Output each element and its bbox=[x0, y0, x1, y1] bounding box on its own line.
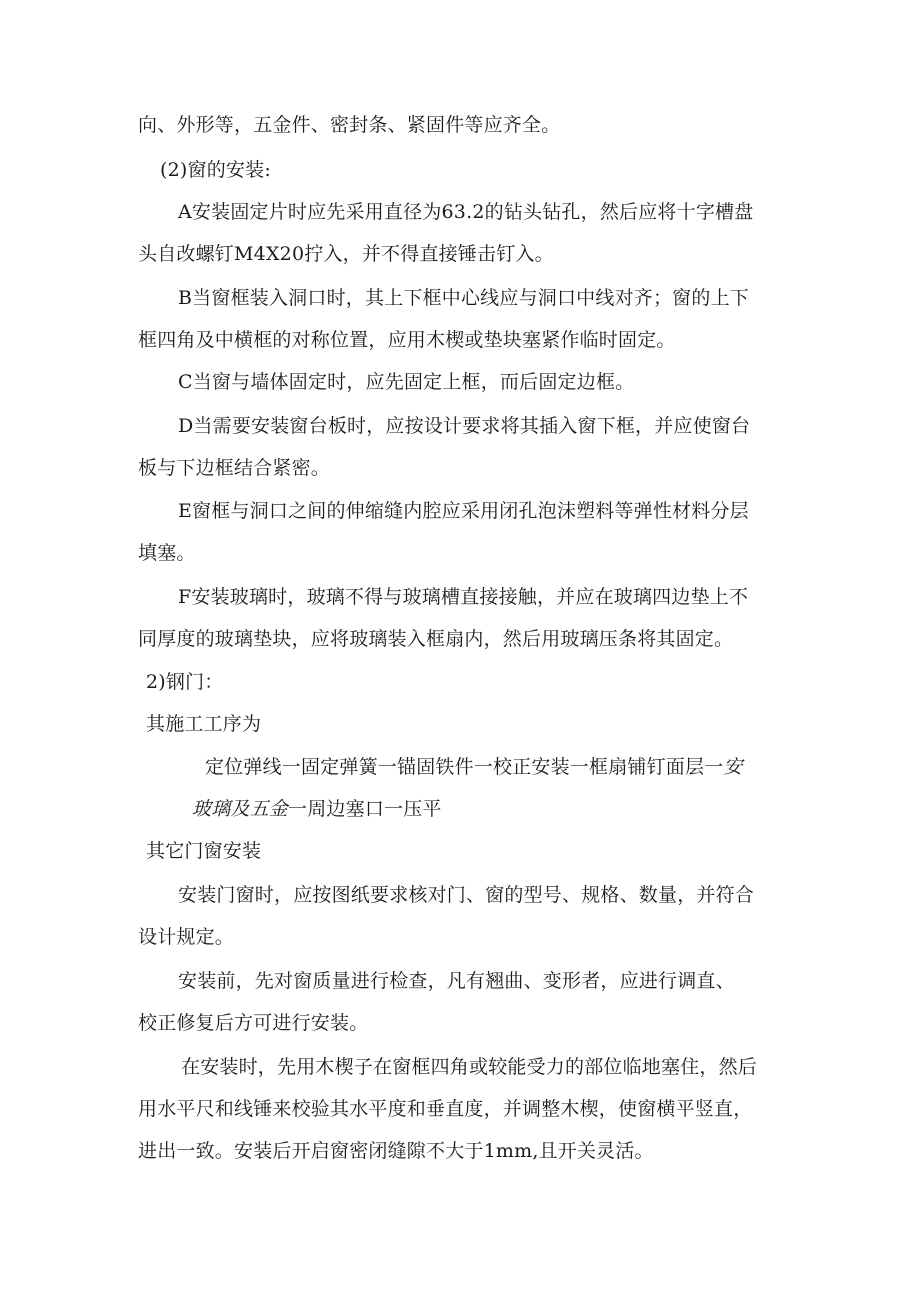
paragraph-line: 安装前，先对窗质量进行检查，凡有翘曲、变形者，应进行调直、 bbox=[178, 970, 735, 992]
paragraph-line: 设计规定。 bbox=[138, 926, 235, 948]
paragraph-line: D当需要安装窗台板时，应按设计要求将其插入窗下框，并应使窗台 bbox=[178, 415, 751, 437]
process-sequence-line bbox=[192, 797, 442, 821]
paragraph-line: 用水平尺和线锤来校验其水平度和垂直度，并调整木楔，使窗横平竖直， bbox=[138, 1098, 753, 1120]
paragraph-line: 在安装时，先用木楔子在窗框四角或较能受力的部位临地塞住，然后 bbox=[181, 1056, 758, 1078]
paragraph-line: 校正修复后方可进行安装。 bbox=[138, 1012, 369, 1034]
paragraph-line: 板与下边框结合紧密。 bbox=[138, 457, 331, 479]
process-steps: 一周边塞口一压平 bbox=[288, 798, 442, 820]
paragraph-line: B当窗框装入洞口时，其上下框中心线应与洞口中线对齐；窗的上下 bbox=[178, 287, 749, 309]
paragraph-line: C当窗与墙体固定时，应先固定上框，而后固定边框。 bbox=[178, 371, 635, 393]
paragraph-line: 头自改螺钉M4X20拧入，并不得直接锤击钉入。 bbox=[138, 243, 554, 265]
process-steps: 定位弹线一固定弹簧一锚固铁件一校正安装一框扇铺钉面层一 bbox=[205, 756, 724, 778]
paragraph-line: A安装固定片时应先采用直径为63.2的钻头钻孔，然后应将十字槽盘 bbox=[178, 201, 754, 223]
paragraph-line: 其施工工序为 bbox=[146, 713, 262, 735]
section-heading: 其它门窗安装 bbox=[146, 840, 262, 862]
paragraph-line: 框四角及中横框的对称位置，应用木楔或垫块塞紧作临时固定。 bbox=[138, 329, 676, 351]
paragraph-line: F安装玻璃时，玻璃不得与玻璃槽直接接触，并应在玻璃四边垫上不 bbox=[178, 586, 749, 608]
paragraph-line: 安装门窗时，应按图纸要求核对门、窗的型号、规格、数量，并符合 bbox=[178, 884, 755, 906]
section-heading: (2)窗的安装: bbox=[160, 159, 271, 181]
process-sequence-line bbox=[205, 755, 743, 779]
paragraph-line: 进出一致。安装后开启窗密闭缝隙不大于1mm,且开关灵活。 bbox=[138, 1140, 654, 1162]
paragraph-line: 同厚度的玻璃垫块，应将玻璃装入框扇内，然后用玻璃压条将其固定。 bbox=[138, 628, 734, 650]
process-steps-italic: 玻璃及五金 bbox=[192, 798, 289, 820]
paragraph-line: E窗框与洞口之间的伸缩缝内腔应采用闭孔泡沫塑料等弹性材料分层 bbox=[178, 500, 749, 522]
process-steps-italic: 安 bbox=[723, 756, 743, 778]
section-heading: 2)钢门： bbox=[146, 671, 224, 693]
paragraph-line: 填塞。 bbox=[138, 542, 196, 564]
paragraph-line: 向、外形等，五金件、密封条、紧固件等应齐全。 bbox=[138, 114, 561, 136]
